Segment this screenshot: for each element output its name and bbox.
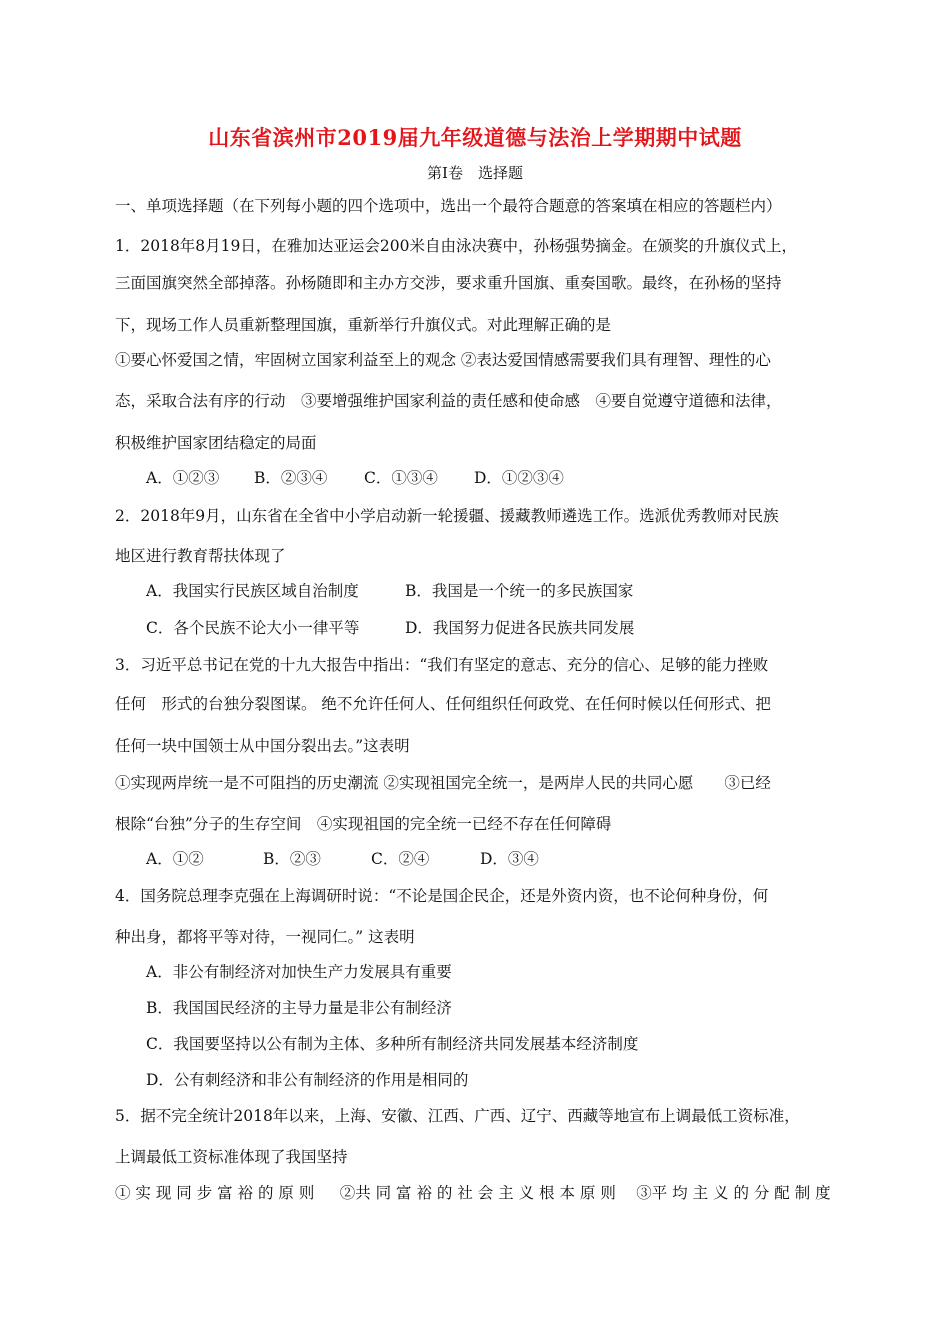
q5-stem-line-2: 上调最低工资标准体现了我国坚持 [115,1148,348,1166]
q2-option-b[interactable]: B．我国是一个统一的多民族国家 [405,582,634,600]
page-title: 山东省滨州市2019届九年级道德与法治上学期期中试题 [208,125,742,150]
q4-stem-line-2: 种出身，都将平等对待，一视同仁。” 这表明 [115,928,415,946]
q2-option-a[interactable]: A．我国实行民族区域自治制度 [146,582,359,600]
q4-stem-line-1: 4．国务院总理李克强在上海调研时说：“不论是国企民企，还是外资内资，也不论何种身份，何 [115,887,769,905]
q3-statement-line-1: ①实现两岸统一是不可阻挡的历史潮流 ②实现祖国完全统一，是两岸人民的共同心愿 ③已经 [115,774,771,792]
q3-options [146,848,539,870]
q2-option-d[interactable]: D．我国努力促进各民族共同发展 [405,619,635,637]
q3-option-c[interactable]: C．②④ [371,850,430,868]
q4-option-b[interactable]: B．我国国民经济的主导力量是非公有制经济 [146,999,452,1017]
instruction-text: 一、单项选择题（在下列每小题的四个选项中，选出一个最符合题意的答案填在相应的答题栏内） [115,197,782,215]
q2-stem-line-1: 2．2018年9月，山东省在全省中小学启动新一轮援疆、援藏教师遴选工作。选派优秀教师对民族 [115,507,779,525]
q2-option-c[interactable]: C．各个民族不论大小一律平等 [146,619,360,637]
q1-option-c[interactable]: C．①③④ [364,469,438,487]
q1-statement-line-3: 积极维护国家团结稳定的局面 [115,434,317,452]
q3-option-d[interactable]: D．③④ [480,850,539,868]
q1-option-d[interactable]: D．①②③④ [474,469,564,487]
q1-stem-line-3: 下，现场工作人员重新整理国旗，重新举行升旗仪式。对此理解正确的是 [115,316,612,334]
q3-option-a[interactable]: A．①② [146,850,204,868]
q3-option-b[interactable]: B．②③ [263,850,321,868]
q4-option-c[interactable]: C．我国要坚持以公有制为主体、多种所有制经济共同发展基本经济制度 [146,1035,639,1053]
q1-stem-line-2: 三面国旗突然全部掉落。孙杨随即和主办方交涉，要求重升国旗、重奏国歌。最终，在孙杨的坚持 [115,274,782,292]
section-heading: 第Ⅰ卷 选择题 [427,164,523,182]
q1-option-a[interactable]: A．①②③ [146,469,220,487]
q5-statement-line-1: ① 实 现 同 步 富 裕 的 原 则 ②共 同 富 裕 的 社 会 主 义 根 本 原 则 ③平 均 主 义 的 分 配 制 度 [115,1184,831,1202]
q1-options [146,467,564,489]
q2-options-row-2 [146,617,634,639]
q2-stem-line-2: 地区进行教育帮扶体现了 [115,547,286,565]
q4-option-a[interactable]: A．非公有制经济对加快生产力发展具有重要 [146,963,452,981]
q1-statement-line-2: 态，采取合法有序的行动 ③要增强维护国家利益的责任感和使命感 ④要自觉遵守道德和法律， [115,392,782,410]
q3-stem-line-1: 3．习近平总书记在党的十九大报告中指出：“我们有坚定的意志、充分的信心、足够的能力挫败 [115,656,769,674]
q1-stem-line-1: 1．2018年8月19日，在雅加达亚运会200米自由泳决赛中，孙杨强势摘金。在颁奖的升旗仪式上， [115,237,797,255]
q5-stem-line-1: 5．据不完全统计2018年以来，上海、安徽、江西、广西、辽宁、西藏等地宣布上调最低工资标准， [115,1107,800,1125]
q3-stem-line-2: 任何 形式的台独分裂图谋。 绝不允许任何人、任何组织任何政党、在任何时候以任何形式、把 [115,695,771,713]
q1-statement-line-1: ①要心怀爱国之情，牢固树立国家利益至上的观念 ②表达爱国情感需要我们具有理智、理性的心 [115,351,771,369]
q4-option-d[interactable]: D．公有刺经济和非公有制经济的作用是相同的 [146,1071,469,1089]
q2-options-row-1 [146,580,633,602]
q3-statement-line-2: 根除“台独”分子的生存空间 ④实现祖国的完全统一已经不存在任何障碍 [115,815,612,833]
q1-option-b[interactable]: B．②③④ [254,469,328,487]
q3-stem-line-3: 任何一块中国领士从中国分裂出去。”这表明 [115,737,410,755]
